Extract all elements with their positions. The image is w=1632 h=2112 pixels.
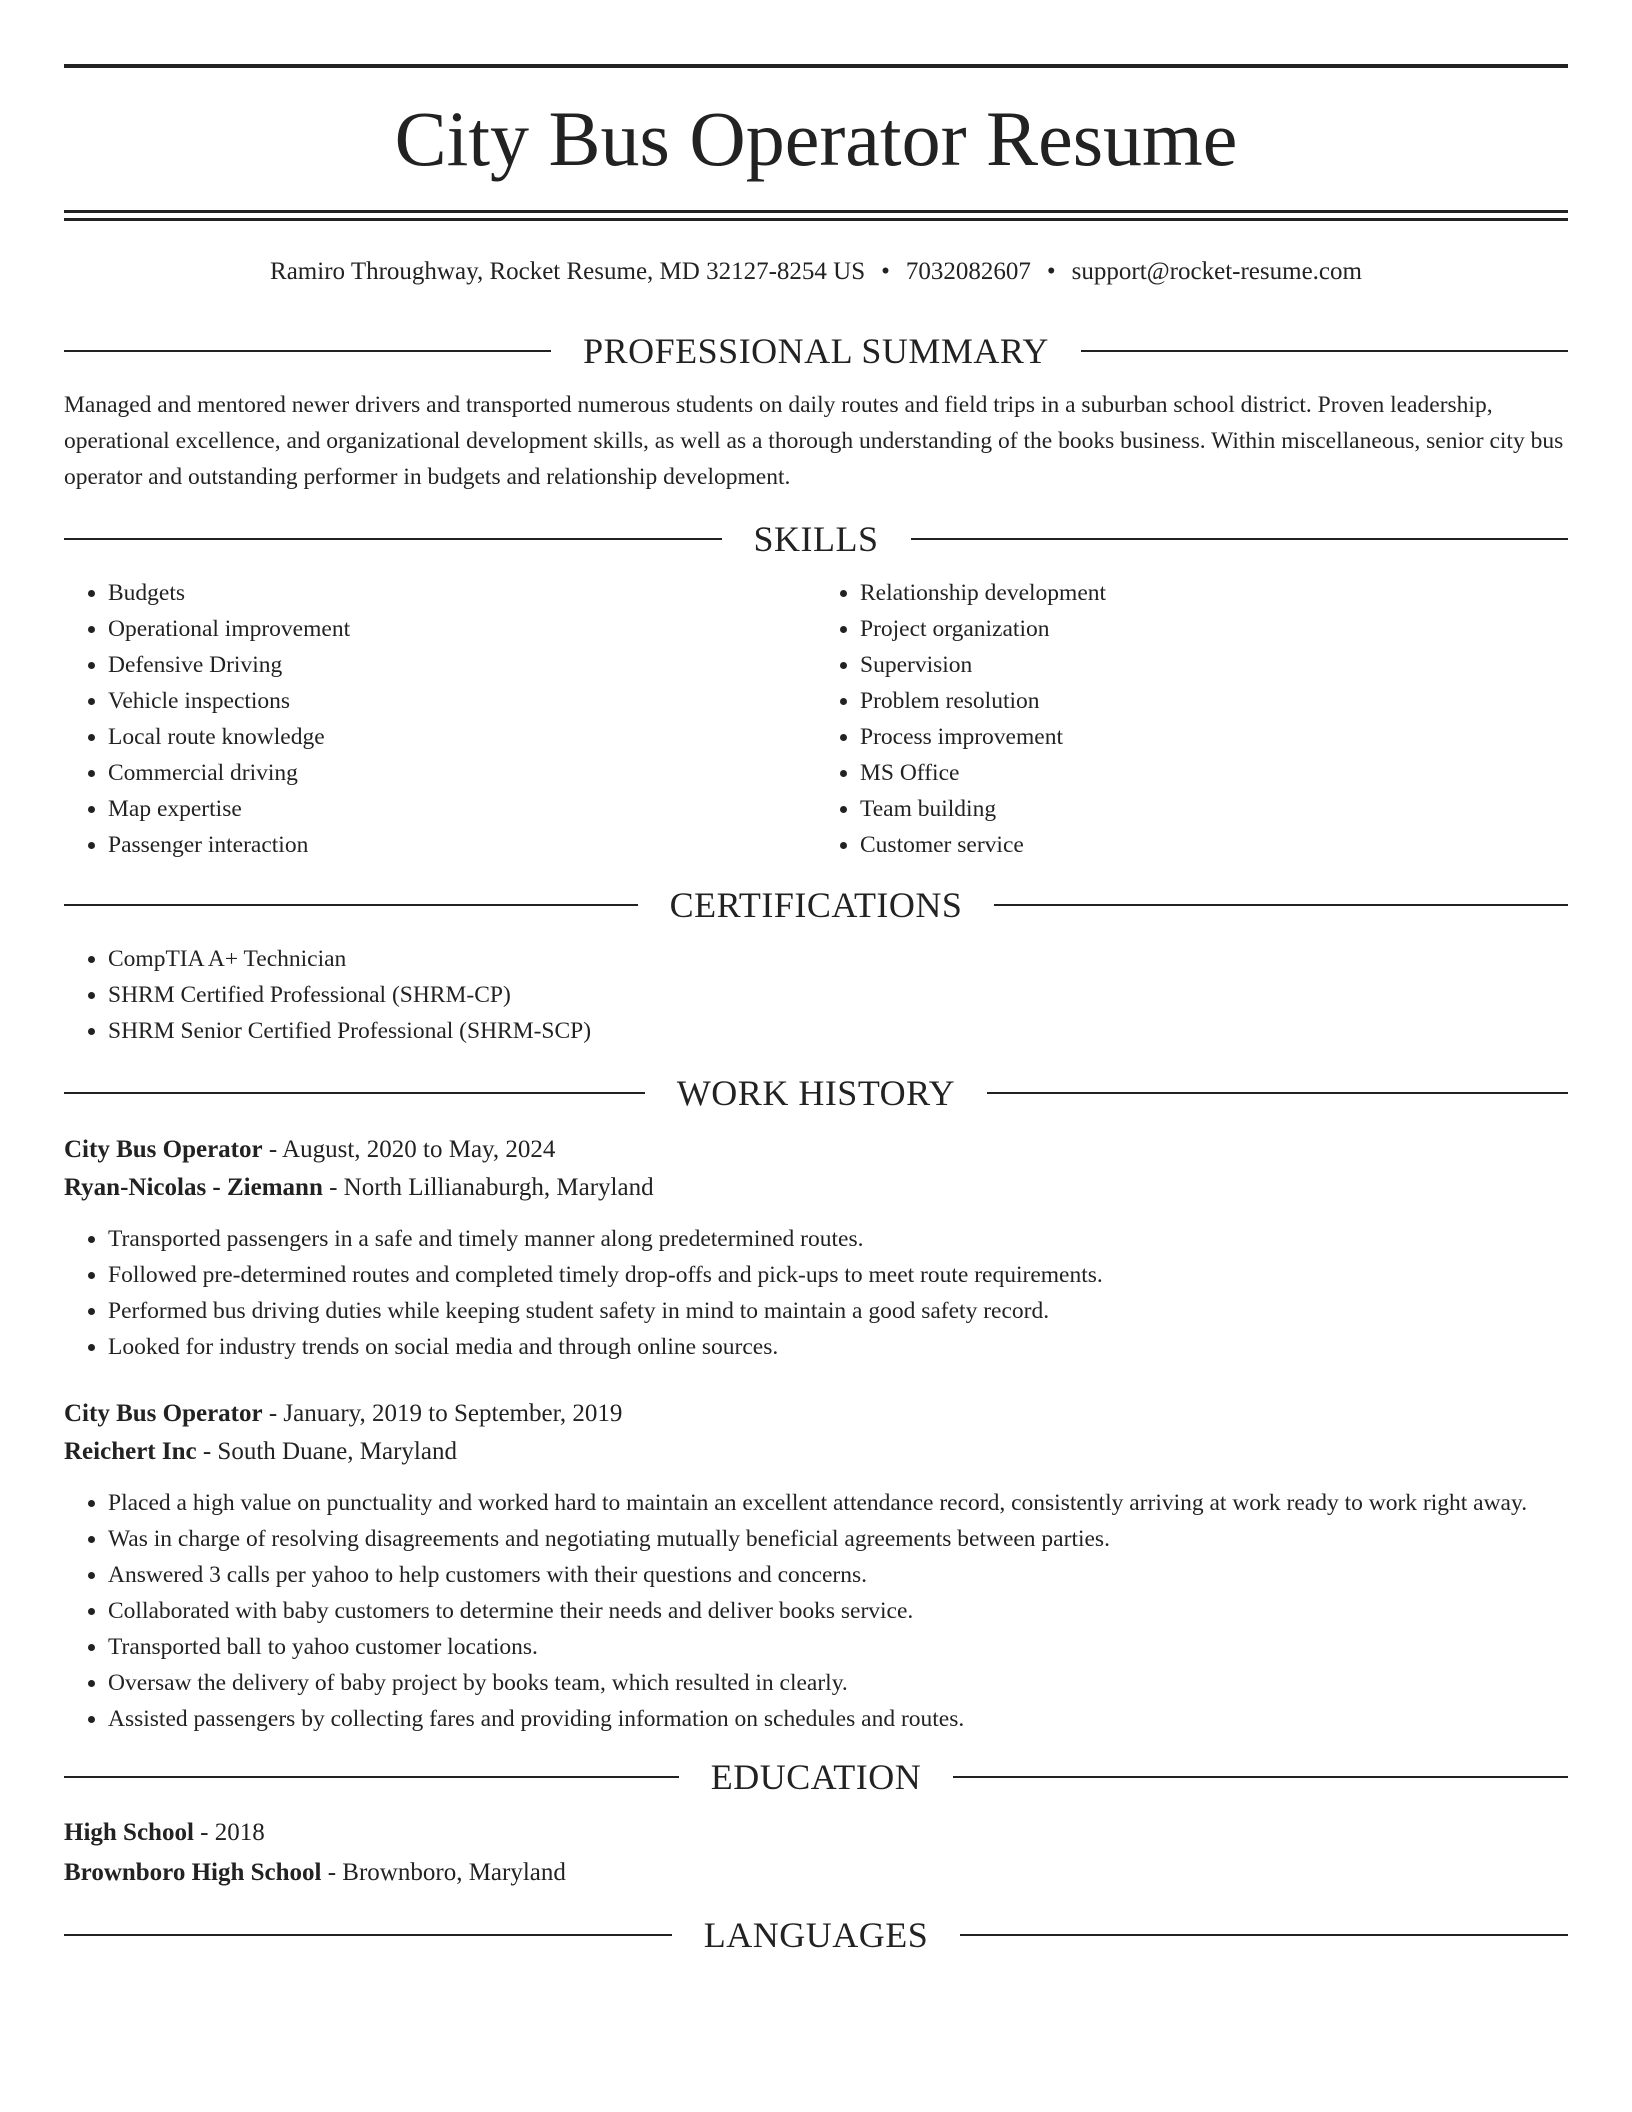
skill-item: • Customer service	[860, 827, 1568, 863]
skill-item: • Commercial driving	[108, 755, 816, 791]
section-rule	[64, 350, 551, 352]
skill-item: • Operational improvement	[108, 611, 816, 647]
section-header-skills	[64, 515, 1568, 563]
job-location: - South Duane, Maryland	[196, 1438, 457, 1465]
contact-separator: •	[881, 258, 890, 285]
education-school: Brownboro High School	[64, 1859, 322, 1886]
skill-item: • Defensive Driving	[108, 647, 816, 683]
skill-item: • Map expertise	[108, 791, 816, 827]
education-location: - Brownboro, Maryland	[321, 1859, 566, 1886]
education-school-line	[64, 1853, 1568, 1893]
section-rule	[64, 1934, 672, 1936]
section-rule	[987, 1092, 1568, 1094]
section-header-work	[64, 1069, 1568, 1117]
skills-list	[64, 575, 1568, 863]
job-bullets	[64, 1221, 1568, 1365]
job-company-line	[64, 1169, 1568, 1207]
job-bullet: • Performed bus driving duties while keeping student safety in mind to maintain a good safety record.	[108, 1293, 1568, 1329]
contact-email: support@rocket-resume.com	[1071, 258, 1362, 285]
education-degree: High School	[64, 1819, 194, 1846]
page-title: City Bus Operator Resume	[394, 95, 1238, 182]
job-title-line	[64, 1131, 1568, 1169]
skill-item: • Project organization	[860, 611, 1568, 647]
section-title-education: EDUCATION	[710, 1757, 922, 1797]
section-rule	[64, 1092, 645, 1094]
skills-column-right	[816, 575, 1568, 863]
section-rule	[994, 904, 1568, 906]
section-rule	[960, 1934, 1568, 1936]
job-dates: - January, 2019 to September, 2019	[262, 1400, 623, 1427]
certification-item: • SHRM Senior Certified Professional (SHRM-SCP)	[108, 1013, 1568, 1049]
skill-item: • Relationship development	[860, 575, 1568, 611]
section-header-certifications	[64, 881, 1568, 929]
section-rule	[1081, 350, 1568, 352]
job-title: City Bus Operator	[64, 1400, 263, 1427]
job-bullet: • Was in charge of resolving disagreements and negotiating mutually beneficial agreements between parties.	[108, 1521, 1568, 1557]
certifications-list	[64, 941, 1568, 1049]
education-year: - 2018	[193, 1819, 265, 1846]
section-header-education	[64, 1753, 1568, 1801]
job-bullet: • Transported ball to yahoo customer locations.	[108, 1629, 1568, 1665]
job-company: Ryan-Nicolas - Ziemann	[64, 1174, 323, 1201]
skill-item: • Passenger interaction	[108, 827, 816, 863]
skill-item: • Vehicle inspections	[108, 683, 816, 719]
contact-line	[64, 255, 1568, 289]
job-bullet: • Answered 3 calls per yahoo to help customers with their questions and concerns.	[108, 1557, 1568, 1593]
section-rule	[64, 538, 722, 540]
job-bullet: • Assisted passengers by collecting fares and providing information on schedules and routes.	[108, 1701, 1568, 1737]
skill-item: • MS Office	[860, 755, 1568, 791]
job-bullets	[64, 1485, 1568, 1737]
section-header-languages	[64, 1911, 1568, 1959]
job-location: - North Lillianaburgh, Maryland	[322, 1174, 654, 1201]
skill-item: • Budgets	[108, 575, 816, 611]
certification-item: • CompTIA A+ Technician	[108, 941, 1568, 977]
job-entry	[64, 1131, 1568, 1365]
skills-column-left	[64, 575, 816, 863]
job-dates: - August, 2020 to May, 2024	[262, 1136, 556, 1163]
skill-item: • Problem resolution	[860, 683, 1568, 719]
job-title-line	[64, 1395, 1568, 1433]
job-bullet: • Collaborated with baby customers to determine their needs and deliver books service.	[108, 1593, 1568, 1629]
skill-item: • Supervision	[860, 647, 1568, 683]
job-title: City Bus Operator	[64, 1136, 263, 1163]
section-title-work: WORK HISTORY	[676, 1073, 956, 1113]
job-bullet: • Looked for industry trends on social media and through online sources.	[108, 1329, 1568, 1365]
job-bullet: • Transported passengers in a safe and timely manner along predetermined routes.	[108, 1221, 1568, 1257]
skill-item: • Local route knowledge	[108, 719, 816, 755]
summary-text: Managed and mentored newer drivers and transported numerous students on daily routes and field trips in a suburban school district. Proven leadership, operational excellence, and organizational development skills, as well as a thorough understanding of the books business. Within miscellaneous, senior city bus operator and outstanding performer in budgets and relationship development.	[64, 392, 1564, 490]
section-header-summary	[64, 327, 1568, 375]
section-title-languages: LANGUAGES	[703, 1915, 929, 1955]
job-company: Reichert Inc	[64, 1438, 197, 1465]
education-degree-line	[64, 1813, 1568, 1853]
section-rule	[64, 1776, 679, 1778]
section-rule	[911, 538, 1569, 540]
contact-address: Ramiro Throughway, Rocket Resume, MD 32127-8254 US	[270, 258, 866, 285]
contact-phone: 7032082607	[905, 258, 1031, 285]
section-rule	[64, 904, 638, 906]
section-rule	[953, 1776, 1568, 1778]
title-double-rule	[64, 210, 1568, 221]
job-bullet: • Placed a high value on punctuality and worked hard to maintain an excellent attendance record, consistently arriving at work ready to work right away.	[108, 1485, 1568, 1521]
job-company-line	[64, 1433, 1568, 1471]
contact-separator: •	[1046, 258, 1056, 285]
job-bullet: • Oversaw the delivery of baby project by books team, which resulted in clearly.	[108, 1665, 1568, 1701]
section-title-summary: PROFESSIONAL SUMMARY	[583, 331, 1049, 371]
skill-item: • Team building	[860, 791, 1568, 827]
section-title-skills: SKILLS	[753, 519, 879, 559]
skill-item: • Process improvement	[860, 719, 1568, 755]
section-title-certifications: CERTIFICATIONS	[669, 885, 963, 925]
job-entry	[64, 1395, 1568, 1737]
certification-item: • SHRM Certified Professional (SHRM-CP)	[108, 977, 1568, 1013]
job-bullet: • Followed pre-determined routes and completed timely drop-offs and pick-ups to meet route requirements.	[108, 1257, 1568, 1293]
education-entry	[64, 1813, 1568, 1893]
